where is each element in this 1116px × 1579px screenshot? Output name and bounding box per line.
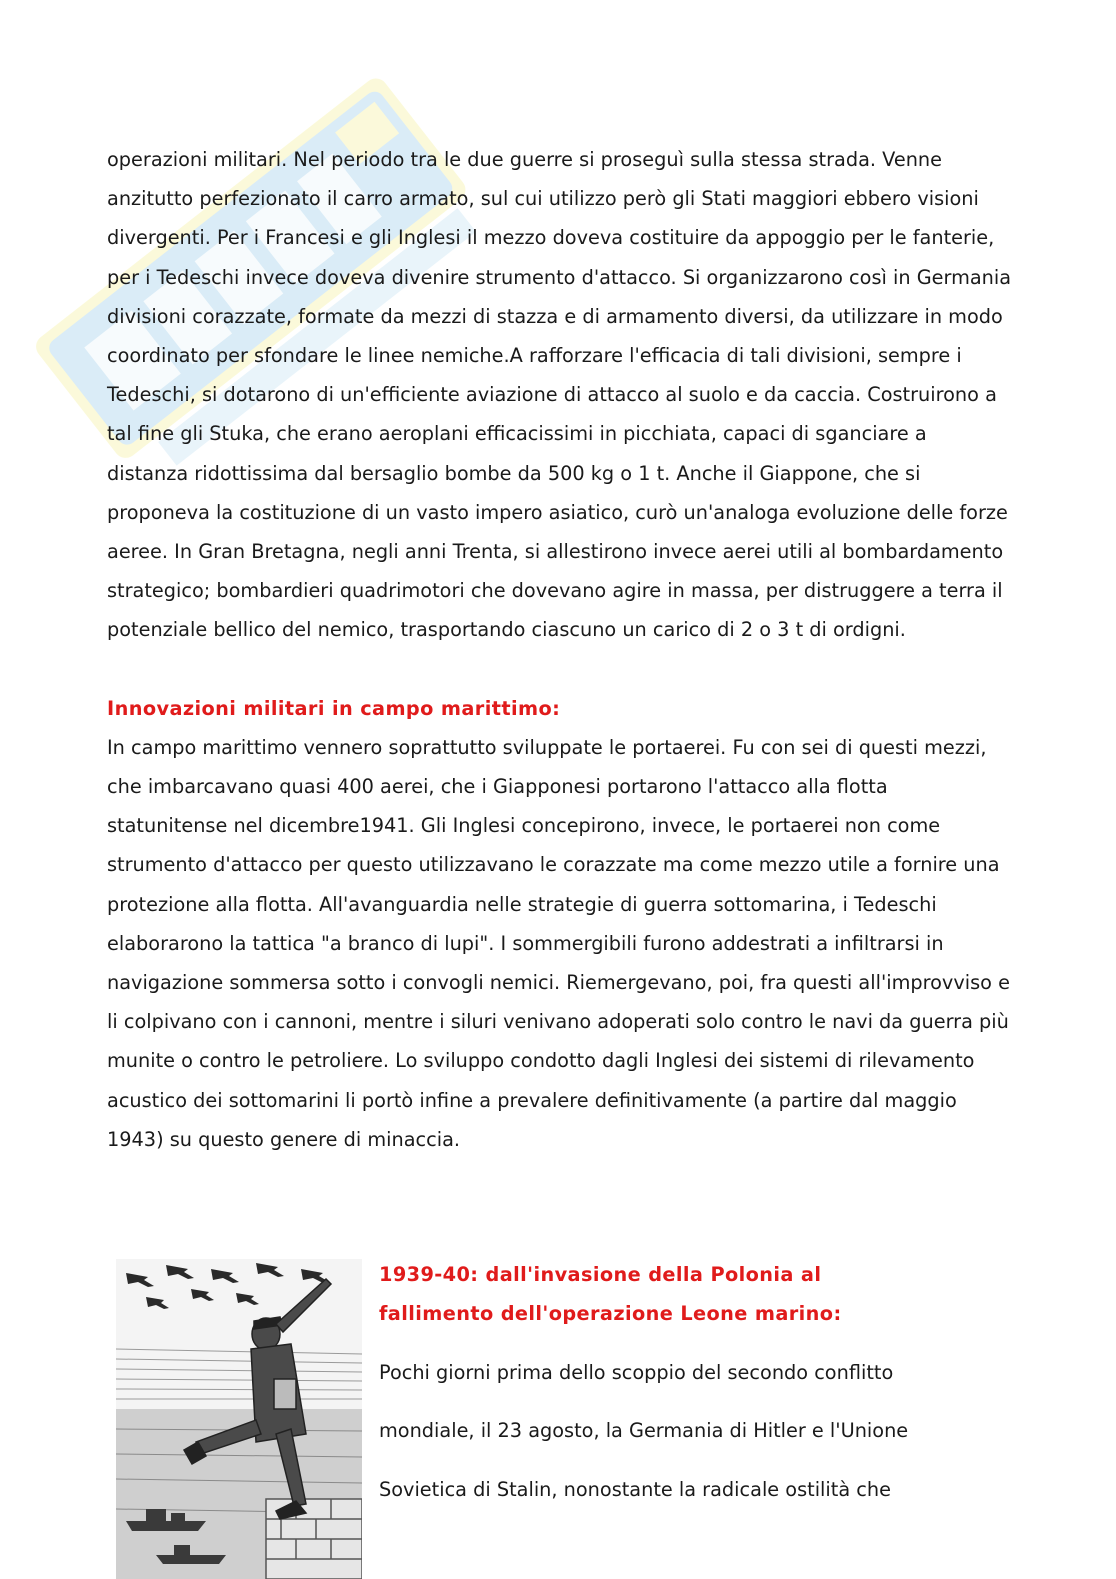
section-heading-poland-line-1: 1939-40: dall'invasione della Polonia al xyxy=(379,1263,822,1286)
paragraph-poland-line-2: mondiale, il 23 agosto, la Germania di Hitler e l'Unione xyxy=(379,1419,909,1443)
paragraph-poland-line-3: Sovietica di Stalin, nonostante la radicale ostilità che xyxy=(379,1477,891,1501)
section-text-column xyxy=(379,1255,1019,1528)
paragraph-spacer xyxy=(107,650,1012,689)
paragraph-military-innovations-air: operazioni militari. Nel periodo tra le due guerre si proseguì sulla stessa strada. Venne anzitutto perfezionato il carro armato, sul cui utilizzo però gli Stati maggiori ebbero visioni divergenti. Per i Francesi e gli Inglesi il mezzo doveva costituire da appoggio per le fanterie, per i Tedeschi invece doveva divenire strumento d'attacco. Si organizzarono così in Germania divisioni corazzate, formate da mezzi di stazza e di armamento diversi, da utilizzare in modo coordinato per sfondare le linee nemiche.A rafforzare l'efficacia di tali divisioni, sempre i Tedeschi, si dotarono di un'efficiente aviazione di attacco al suolo e da caccia. Costruirono a tal fine gli Stuka, che erano aeroplani efficacissimi in picchiata, capaci di sganciare a distanza ridottissima dal bersaglio bombe da 500 kg o 1 t. Anche il Giappone, che si proponeva la costituzione di un vasto impero asiatico, curò un'analoga evoluzione delle forze aeree. In Gran Bretagna, negli anni Trenta, si allestirono invece aerei utili al bombardamento strategico; bombardieri quadrimotori che dovevano agire in massa, per distruggere a terra il potenziale bellico del nemico, trasportando ciascuno un carico di 2 o 3 t di ordigni. xyxy=(107,148,1012,642)
section-heading-poland-line-2: fallimento dell'operazione Leone marino: xyxy=(379,1302,842,1326)
paragraph-maritime-innovations: In campo marittimo vennero soprattutto sviluppate le portaerei. Fu con sei di questi mezzi, che imbarcavano quasi 400 aerei, che i Giapponesi portarono l'attacco alla flotta statunitense nel dicembre1941. Gli Inglesi concepirono, invece, le portaerei non come strumento d'attacco per questo utilizzavano le corazzate ma come mezzo utile a fornire una protezione alla flotta. All'avanguardia nelle strategie di guerra sottomarina, i Tedeschi elaborarono la tattica "a branco di lupi". I sommergibili furono addestrati a infiltrarsi in navigazione sommersa sotto i convogli nemici. Riemergevano, poi, fra questi all'improvviso e li colpivano con i cannoni, mentre i siluri venivano adoperati solo contro le navi da guerra più munite o contro le petroliere. Lo sviluppo condotto dagli Inglesi dei sistemi di rilevamento acustico dei sottomarini li portò infine a prevalere definitivamente (a partire dal maggio 1943) su questo genere di minaccia. xyxy=(107,735,1010,1151)
document-body xyxy=(107,140,1012,1159)
propaganda-cartoon-illustration xyxy=(116,1259,362,1579)
paragraph-poland-line-1: Pochi giorni prima dello scoppio del secondo conflitto xyxy=(379,1360,894,1384)
section-heading-maritime: Innovazioni militari in campo marittimo: xyxy=(107,696,561,720)
cartoon-drawing xyxy=(116,1259,362,1579)
